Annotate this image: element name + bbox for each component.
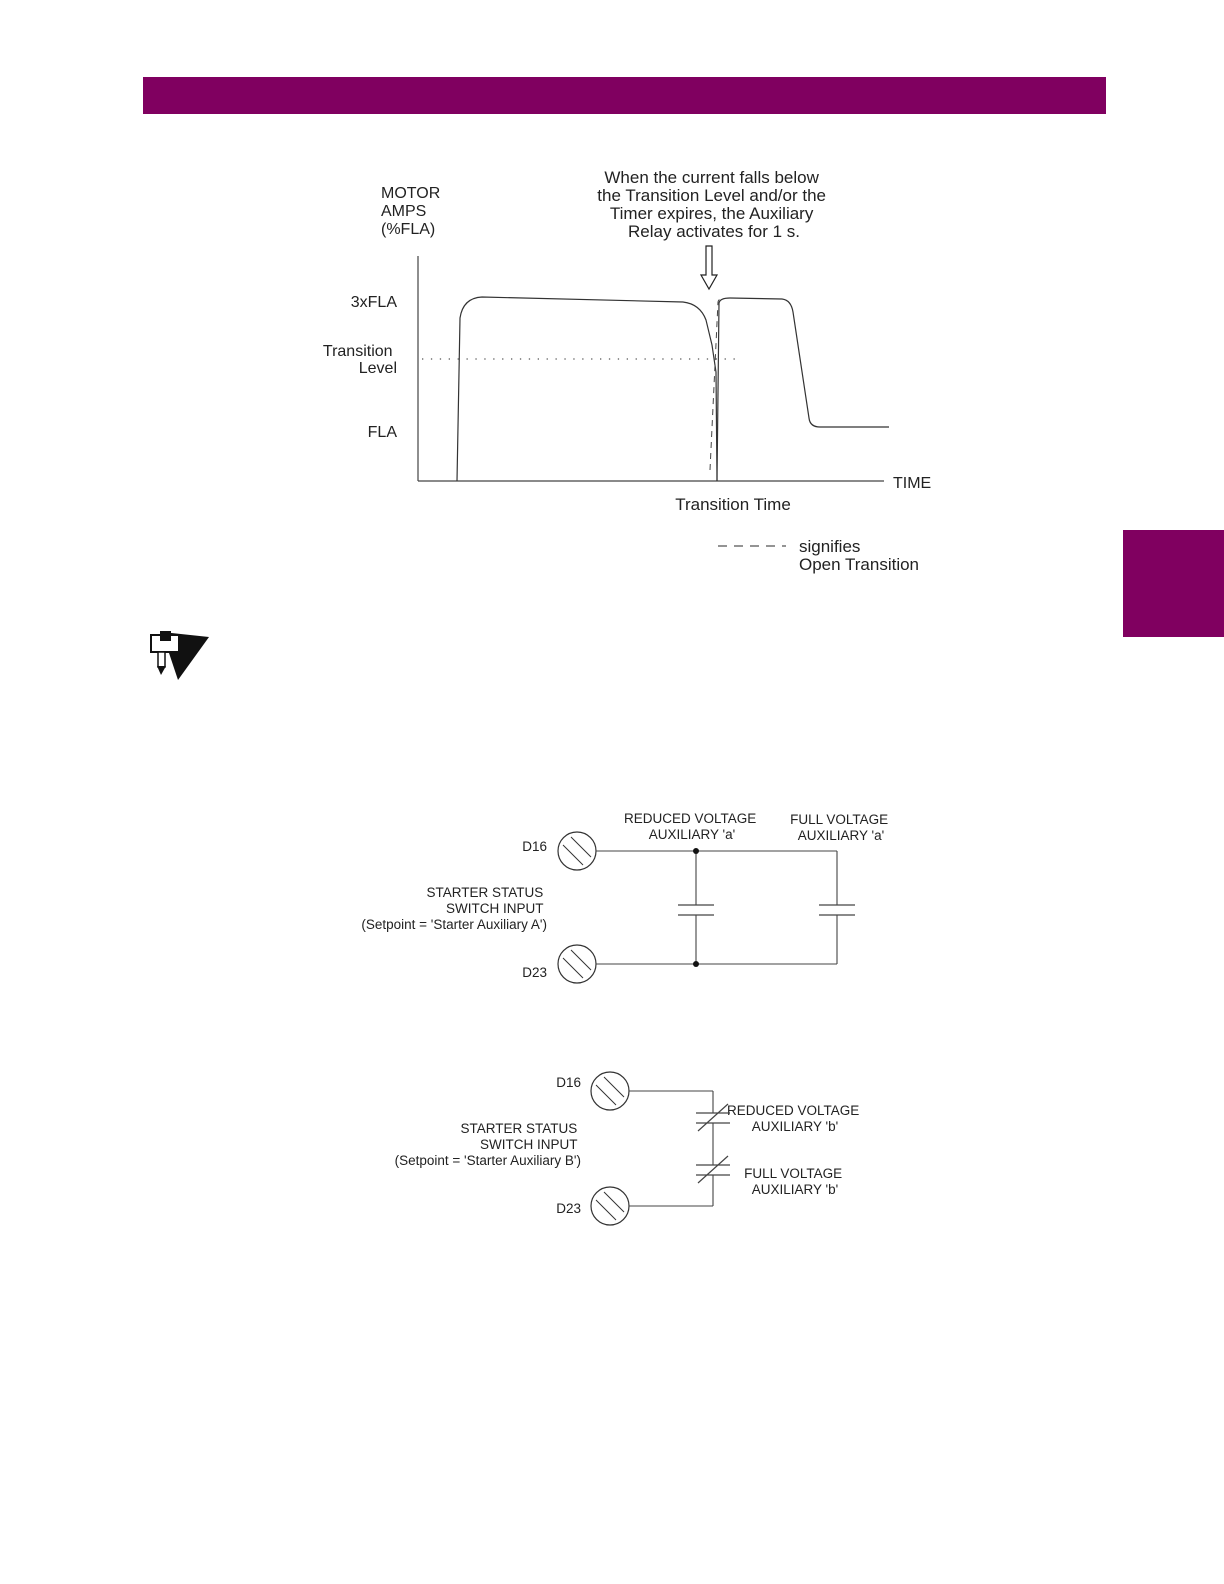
contact-label-full-b: FULL VOLTAGE AUXILIARY 'b' <box>744 1166 843 1197</box>
y-level-transition: Transition Level <box>322 343 397 377</box>
terminal-screw-icon <box>591 1187 629 1225</box>
wiring-diagram-b <box>395 1072 863 1225</box>
terminal-screw-icon <box>558 945 596 983</box>
y-level-fla: FLA <box>367 424 397 441</box>
y-level-3xfla: 3xFLA <box>350 294 397 311</box>
junction-dot <box>693 961 699 967</box>
contact-label-reduced-b: REDUCED VOLTAGE AUXILIARY 'b' <box>726 1103 860 1134</box>
x-axis-title: TIME <box>893 475 932 492</box>
terminal-label-bottom-b: D23 <box>556 1201 581 1216</box>
junction-dot <box>693 848 699 854</box>
terminal-screw-icon <box>591 1072 629 1110</box>
callout-text: When the current falls below the Transition Level and/or the Timer expires, the Auxiliary Relay activates for 1 s. <box>597 168 826 241</box>
note-pencil-icon <box>151 631 209 680</box>
transition-graph <box>323 168 931 574</box>
contact-full-a <box>819 905 855 915</box>
terminal-label-bottom-a: D23 <box>522 965 547 980</box>
input-label-b: STARTER STATUS SWITCH INPUT (Setpoint = 'Starter Auxiliary B') <box>394 1121 581 1168</box>
terminal-label-top-b: D16 <box>556 1075 581 1090</box>
contact-label-full-a: FULL VOLTAGE AUXILIARY 'a' <box>790 812 889 843</box>
x-marker-label: Transition Time <box>675 495 791 514</box>
wires-b <box>629 1091 713 1206</box>
input-label-a: STARTER STATUS SWITCH INPUT (Setpoint = 'Starter Auxiliary A') <box>361 885 547 932</box>
motor-current-curve <box>457 297 717 481</box>
down-arrow-icon <box>701 246 717 289</box>
y-axis-title: MOTOR AMPS (%FLA) <box>381 185 441 238</box>
legend-label: signifies Open Transition <box>799 537 920 574</box>
wiring-diagram-a <box>361 811 892 983</box>
wires-a <box>596 851 837 964</box>
contact-label-reduced-a: REDUCED VOLTAGE AUXILIARY 'a' <box>623 811 757 842</box>
contact-reduced-a <box>678 905 714 915</box>
motor-current-curve-after <box>717 298 889 481</box>
terminal-label-top-a: D16 <box>522 839 547 854</box>
terminal-screw-icon <box>558 832 596 870</box>
